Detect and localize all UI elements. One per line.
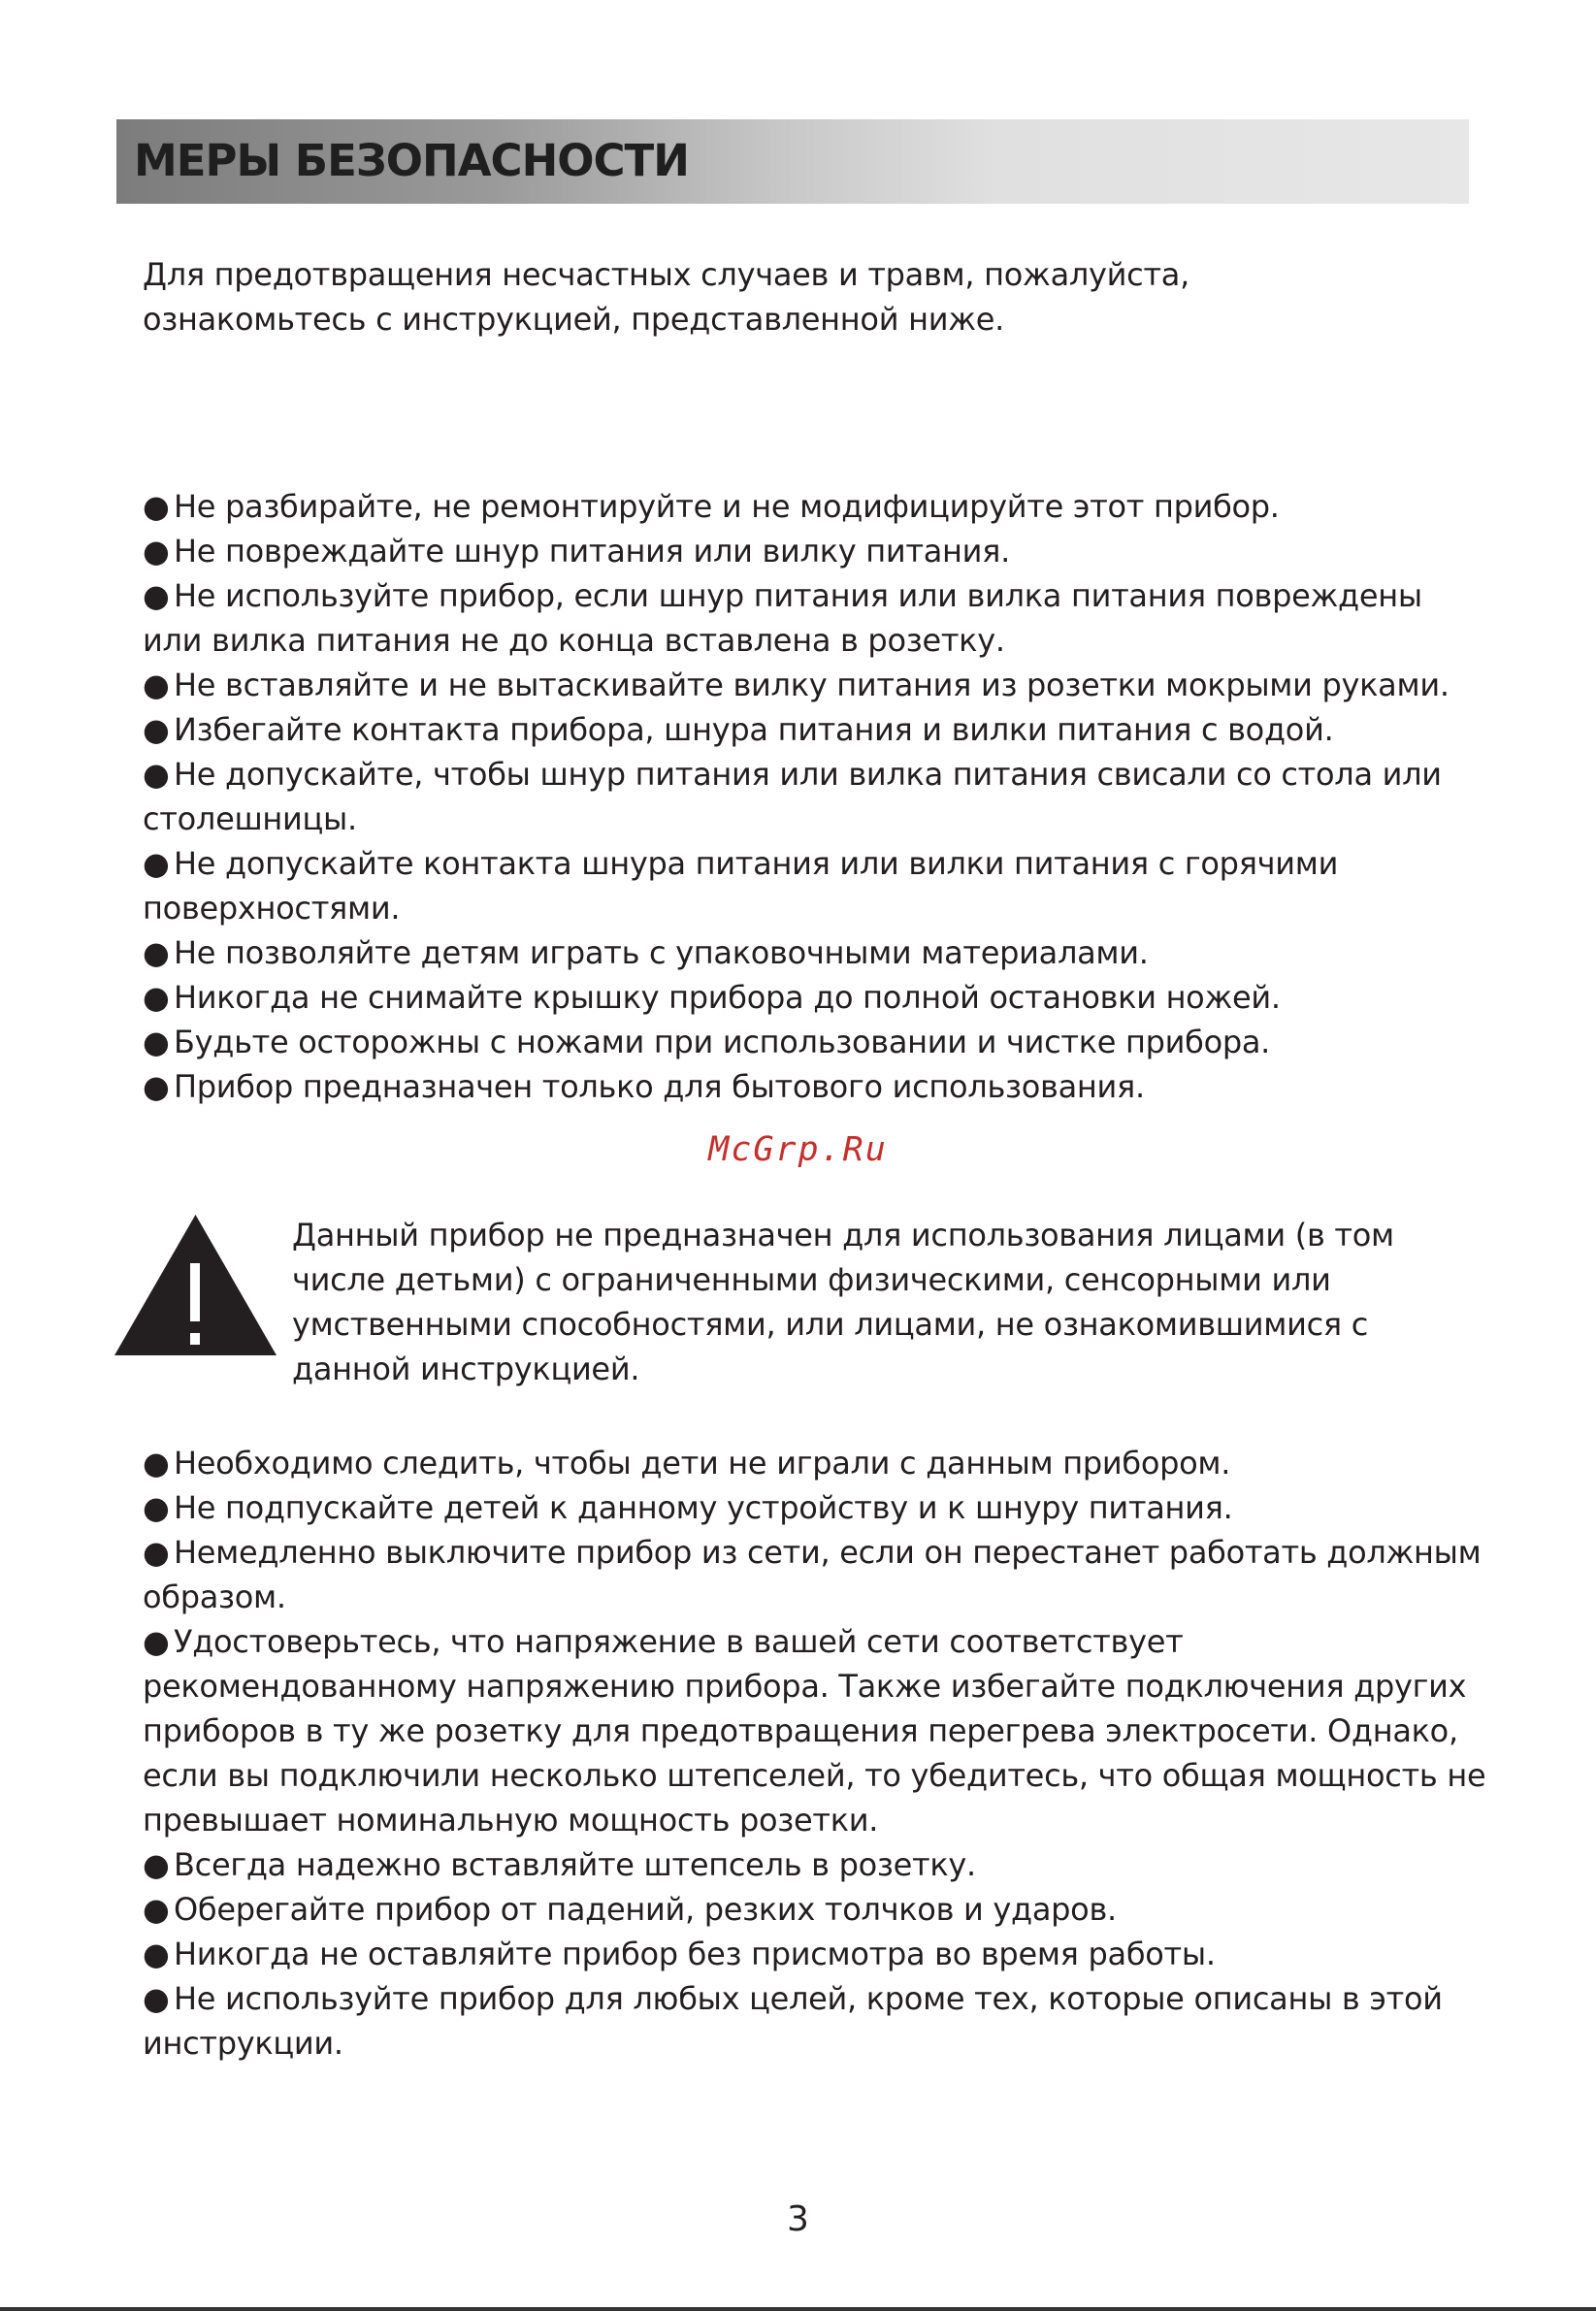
warning-line-4: данной инструкцией. <box>292 1351 640 1387</box>
list-item <box>143 1485 1486 1530</box>
bullet-icon: ● <box>143 533 170 570</box>
list-item <box>143 975 1486 1020</box>
watermark-link[interactable]: McGrp.Ru <box>708 1130 888 1169</box>
bullet-icon: ● <box>143 979 170 1016</box>
safety-list-1 <box>143 484 1486 1109</box>
warning-paragraph <box>292 1213 1485 1391</box>
list-item <box>143 1020 1486 1064</box>
intro-line-1: Для предотвращения несчастных случаев и травм, пожалуйста, <box>143 256 1189 293</box>
list-item <box>143 529 1486 573</box>
warning-line-2: числе детьми) с ограниченными физическими, сенсорными или <box>292 1261 1331 1298</box>
list-item <box>143 1619 1486 1842</box>
list-item <box>143 1932 1486 1976</box>
bullet-icon: ● <box>143 756 170 793</box>
bullet-icon: ● <box>143 1980 170 2017</box>
list-item-text: Не позволяйте детям играть с упаковочными материалами. <box>174 934 1149 971</box>
bullet-icon: ● <box>143 1623 170 1660</box>
list-item <box>143 1976 1486 2066</box>
bullet-icon: ● <box>143 577 170 614</box>
bullet-icon: ● <box>143 1846 170 1883</box>
bullet-icon: ● <box>143 488 170 525</box>
intro-line-2: ознакомьтесь с инструкцией, представленной ниже. <box>143 301 1004 338</box>
list-item-text: Всегда надежно вставляйте штепсель в розетку. <box>174 1846 976 1883</box>
list-item-text: Будьте осторожны с ножами при использовании и чистке прибора. <box>174 1024 1271 1060</box>
list-item <box>143 484 1486 529</box>
section-header-bar <box>116 119 1469 204</box>
list-item <box>143 1064 1486 1109</box>
list-item <box>143 573 1486 663</box>
list-item <box>143 752 1486 841</box>
safety-list-2 <box>143 1441 1486 2066</box>
list-item-text: Прибор предназначен только для бытового использования. <box>174 1068 1145 1105</box>
section-title: МЕРЫ БЕЗОПАСНОСТИ <box>134 135 689 186</box>
bullet-icon: ● <box>143 1489 170 1526</box>
list-item-text: Не используйте прибор, если шнур питания или вилка питания повреждены или вилка питания не до конца вставлена в розетку. <box>143 577 1422 659</box>
list-item-text: Избегайте контакта прибора, шнура питания и вилки питания с водой. <box>174 711 1334 748</box>
bottom-divider <box>0 2307 1596 2311</box>
list-item-text: Не повреждайте шнур питания или вилку питания. <box>174 533 1010 570</box>
bullet-icon: ● <box>143 1891 170 1928</box>
list-item <box>143 1887 1486 1932</box>
bullet-icon: ● <box>143 711 170 748</box>
list-item <box>143 1530 1486 1619</box>
list-item-text: Не разбирайте, не ремонтируйте и не модифицируйте этот прибор. <box>174 488 1280 525</box>
list-item-text: Не допускайте контакта шнура питания или вилки питания с горячими поверхностями. <box>143 845 1339 927</box>
list-item <box>143 663 1486 707</box>
list-item <box>143 707 1486 752</box>
bullet-icon: ● <box>143 934 170 971</box>
bullet-icon: ● <box>143 845 170 882</box>
bullet-icon: ● <box>143 1445 170 1481</box>
list-item-text: Никогда не оставляйте прибор без присмотра во время работы. <box>174 1936 1216 1972</box>
warning-line-3: умственными способностями, или лицами, не ознакомившимися с <box>292 1306 1369 1343</box>
list-item-text: Необходимо следить, чтобы дети не играли с данным прибором. <box>174 1445 1231 1481</box>
bullet-icon: ● <box>143 1068 170 1105</box>
bullet-icon: ● <box>143 1024 170 1060</box>
list-item-text: Оберегайте прибор от падений, резких толчков и ударов. <box>174 1891 1117 1928</box>
list-item-text: Не вставляйте и не вытаскивайте вилку питания из розетки мокрыми руками. <box>174 667 1449 703</box>
warning-line-1: Данный прибор не предназначен для использования лицами (в том <box>292 1217 1394 1253</box>
page-number: 3 <box>787 2199 809 2239</box>
list-item-text: Не допускайте, чтобы шнур питания или вилка питания свисали со стола или столешницы. <box>143 756 1442 837</box>
warning-triangle-icon <box>114 1215 277 1355</box>
bullet-icon: ● <box>143 1936 170 1972</box>
bullet-icon: ● <box>143 667 170 703</box>
list-item-text: Никогда не снимайте крышку прибора до полной остановки ножей. <box>174 979 1281 1016</box>
list-item <box>143 1441 1486 1485</box>
list-item <box>143 841 1486 930</box>
list-item-text: Не подпускайте детей к данному устройству и к шнуру питания. <box>174 1489 1233 1526</box>
list-item-text: Удостоверьтесь, что напряжение в вашей сети соответствует рекомендованному напряжению прибора. Также избегайте подключения других приборов в ту же розетку для предотвращения перегрева электросети. Однако, если вы подключили несколько штепселей, то убедитесь, что общая мощность не превышает номинальную мощность розетки. <box>143 1623 1486 1839</box>
bullet-icon: ● <box>143 1534 170 1571</box>
intro-paragraph <box>143 252 1482 342</box>
list-item <box>143 1842 1486 1887</box>
list-item <box>143 930 1486 975</box>
list-item-text: Не используйте прибор для любых целей, кроме тех, которые описаны в этой инструкции. <box>143 1980 1443 2062</box>
list-item-text: Немедленно выключите прибор из сети, если он перестанет работать должным образом. <box>143 1534 1482 1615</box>
